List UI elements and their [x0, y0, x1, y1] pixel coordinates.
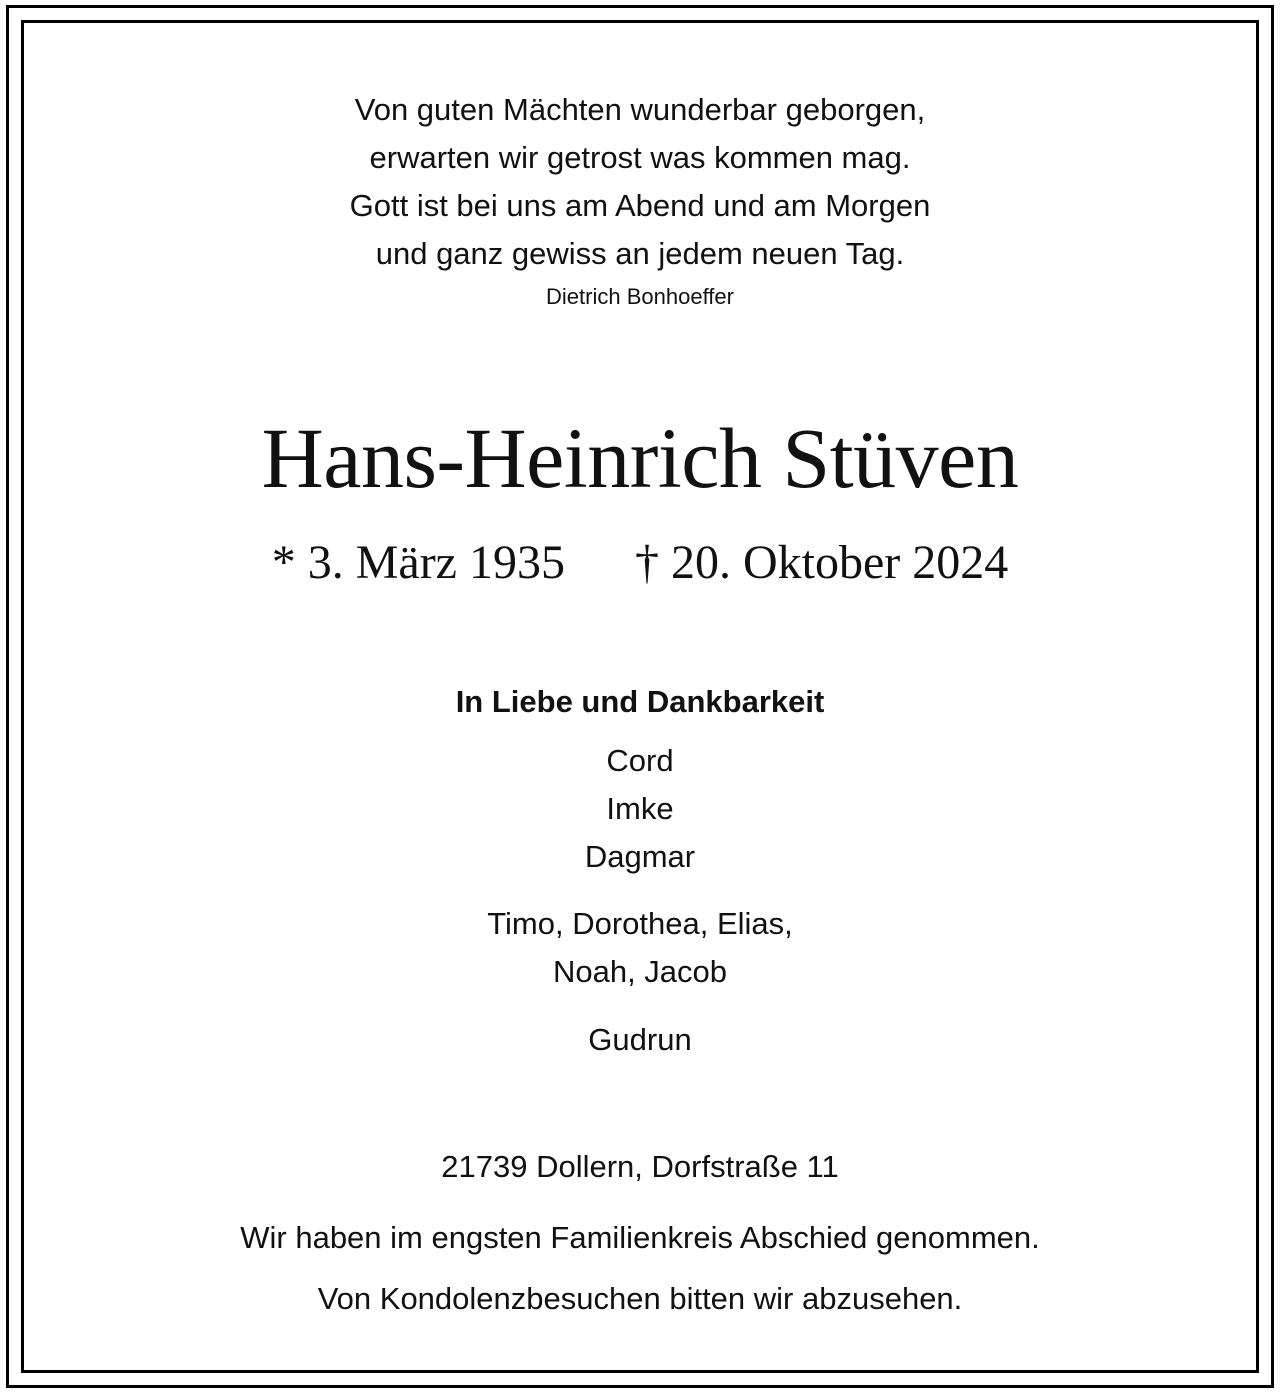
quote-line: Von guten Mächten wunderbar geborgen, — [354, 92, 926, 127]
mourner-name: Dagmar — [584, 839, 696, 874]
mourner-name: Cord — [606, 743, 674, 778]
address: 21739 Dollern, Dorfstraße 11 — [441, 1149, 839, 1184]
quote-line: erwarten wir getrost was kommen mag. — [369, 140, 911, 175]
quote-line: und ganz gewiss an jedem neuen Tag. — [375, 236, 905, 271]
death-date: † 20. Oktober 2024 — [634, 536, 1009, 589]
quote-author: Dietrich Bonhoeffer — [546, 284, 734, 309]
mourner-name: Gudrun — [588, 1022, 692, 1057]
deceased-name: Hans-Heinrich Stüven — [261, 410, 1019, 506]
mourner-name: Timo, Dorothea, Elias, — [487, 906, 793, 941]
mourners-heading: In Liebe und Dankbarkeit — [455, 684, 825, 719]
mourner-name: Noah, Jacob — [552, 954, 728, 989]
notice-farewell: Wir haben im engsten Familienkreis Abschied genommen. — [240, 1220, 1040, 1255]
notice-condolences: Von Kondolenzbesuchen bitten wir abzusehen. — [317, 1281, 963, 1316]
mourner-name: Imke — [606, 791, 674, 826]
quote-line: Gott ist bei uns am Abend und am Morgen — [349, 188, 931, 223]
birth-date: * 3. März 1935 — [271, 536, 565, 589]
life-dates — [0, 533, 1280, 593]
